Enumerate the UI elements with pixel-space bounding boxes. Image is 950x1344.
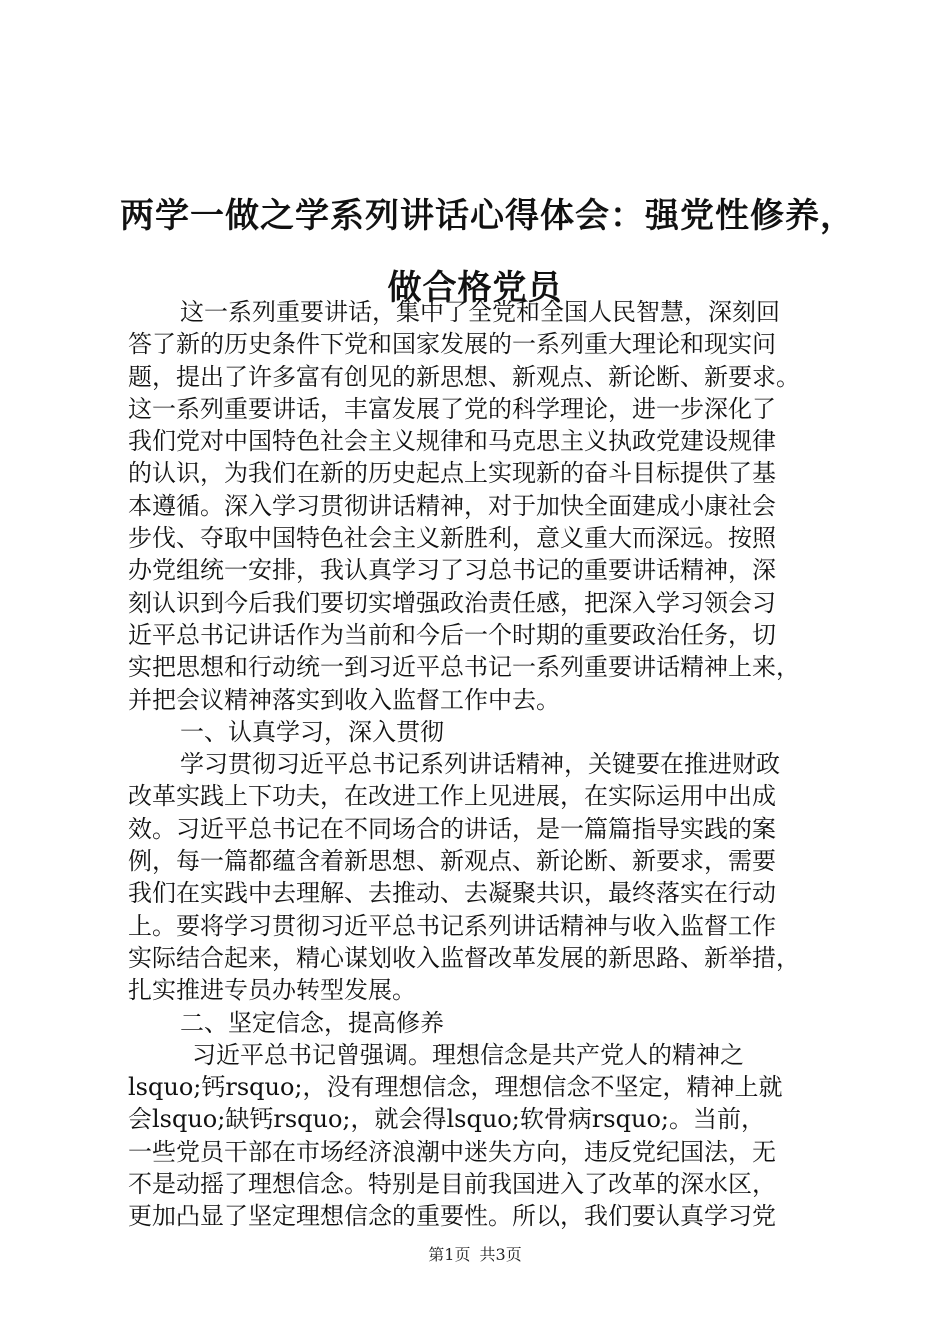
body-line: 习近平总书记曾强调。理想信念是共产党人的精神之 — [192, 1040, 744, 1069]
body-line: 更加凸显了坚定理想信念的重要性。所以，我们要认真学习党 — [128, 1202, 776, 1231]
body-line: 会lsquo;缺钙rsquo;，就会得lsquo;软骨病rsquo;。当前， — [128, 1105, 765, 1134]
body-line: 一、认真学习，深入贯彻 — [180, 717, 444, 746]
title-line-1: 两学一做之学系列讲话心得体会：强党性修养， — [120, 196, 855, 236]
body-line: 并把会议精神落实到收入监督工作中去。 — [128, 685, 560, 714]
body-line: 刻认识到今后我们要切实增强政治责任感，把深入学习领会习 — [128, 588, 776, 617]
body-line: 二、坚定信念，提高修养 — [180, 1008, 444, 1037]
body-line: 步伐、夺取中国特色社会主义新胜利，意义重大而深远。按照 — [128, 524, 776, 553]
title-line-2: 做合格党员 — [387, 268, 563, 308]
body-line: 我们在实践中去理解、去推动、去凝聚共识，最终落实在行动 — [128, 879, 776, 908]
body-line: 不是动摇了理想信念。特别是目前我国进入了改革的深水区， — [128, 1170, 776, 1199]
body-line: 本遵循。深入学习贯彻讲话精神，对于加快全面建成小康社会 — [128, 491, 776, 520]
document-body — [128, 296, 844, 1233]
body-line: 实把思想和行动统一到习近平总书记一系列重要讲话精神上来， — [128, 653, 800, 682]
body-line: 上。要将学习贯彻习近平总书记系列讲话精神与收入监督工作 — [128, 911, 776, 940]
body-line: 学习贯彻习近平总书记系列讲话精神，关键要在推进财政 — [180, 750, 780, 779]
body-line: 办党组统一安排，我认真学习了习总书记的重要讲话精神，深 — [128, 556, 776, 585]
body-line: 我们党对中国特色社会主义规律和马克思主义执政党建设规律 — [128, 427, 776, 456]
body-line: 实际结合起来，精心谋划收入监督改革发展的新思路、新举措， — [128, 943, 800, 972]
body-line: lsquo;钙rsquo;，没有理想信念，理想信念不坚定，精神上就 — [128, 1073, 783, 1102]
page-total: 共3页 — [479, 1245, 522, 1264]
body-line: 的认识，为我们在新的历史起点上实现新的奋斗目标提供了基 — [128, 459, 776, 488]
body-line: 近平总书记讲话作为当前和今后一个时期的重要政治任务，切 — [128, 620, 776, 649]
body-line: 题，提出了许多富有创见的新思想、新观点、新论断、新要求。 — [128, 362, 800, 391]
body-line: 这一系列重要讲话，集中了全党和全国人民智慧，深刻回 — [180, 298, 780, 326]
page-footer — [0, 1242, 950, 1265]
body-line: 效。习近平总书记在不同场合的讲话，是一篇篇指导实践的案 — [128, 814, 776, 843]
body-line: 这一系列重要讲话，丰富发展了党的科学理论，进一步深化了 — [128, 394, 776, 423]
body-line: 例，每一篇都蕴含着新思想、新观点、新论断、新要求，需要 — [128, 847, 776, 876]
body-line: 一些党员干部在市场经济浪潮中迷失方向，违反党纪国法，无 — [128, 1137, 776, 1166]
page-number: 第1页 — [428, 1245, 471, 1264]
body-line: 改革实践上下功夫，在改进工作上见进展，在实际运用中出成 — [128, 782, 776, 811]
body-line: 扎实推进专员办转型发展。 — [128, 976, 416, 1005]
body-line: 答了新的历史条件下党和国家发展的一系列重大理论和现实问 — [128, 330, 776, 359]
